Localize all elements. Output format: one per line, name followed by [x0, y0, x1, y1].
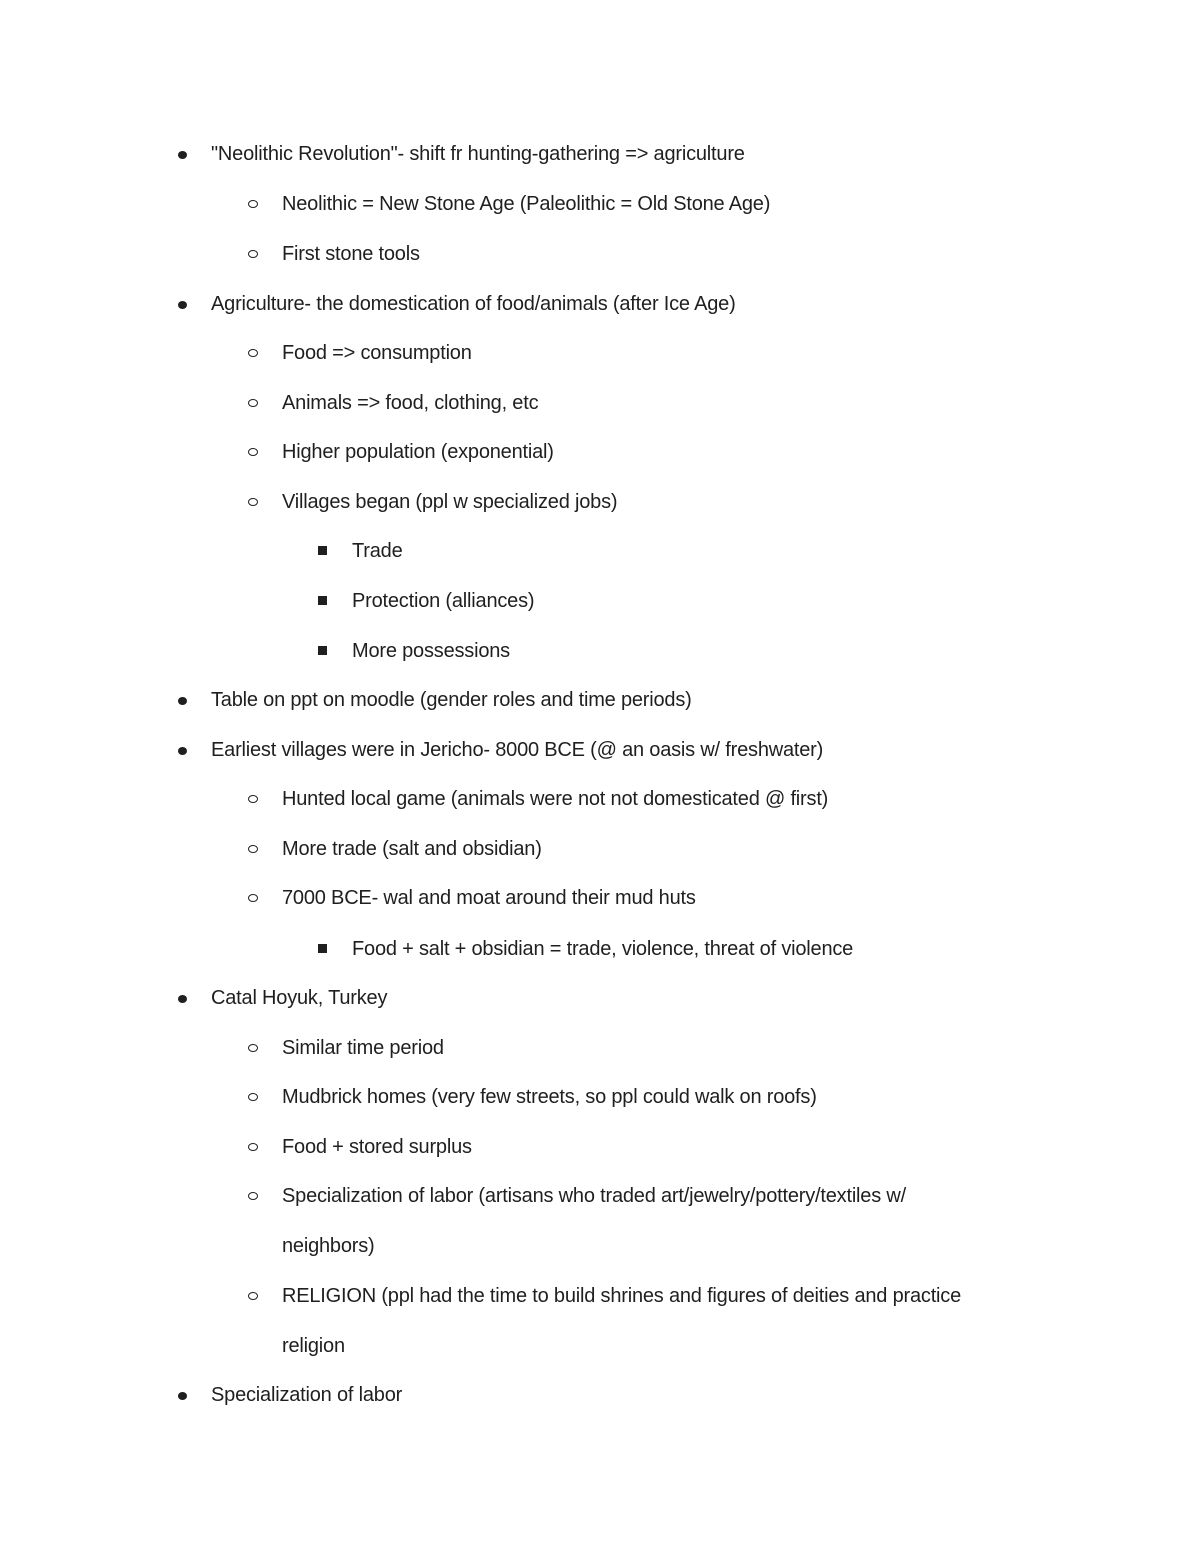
list-item-text: Food + stored surplus [282, 1136, 472, 1158]
list-item [0, 973, 1200, 1023]
list-item-text: Higher population (exponential) [282, 441, 554, 463]
hollow-circle-bullet-icon [248, 894, 258, 902]
hollow-circle-bullet-icon [248, 349, 258, 357]
list-item-continuation [0, 1321, 1200, 1371]
filled-circle-bullet-icon [178, 747, 187, 755]
list-item [0, 477, 1200, 527]
list-item [0, 1370, 1200, 1420]
list-item-text: Similar time period [282, 1037, 444, 1059]
list-item-text: Hunted local game (animals were not not domesticated @ first) [282, 788, 829, 810]
list-item-text: Agriculture- the domestication of food/animals (after Ice Age) [211, 293, 736, 315]
list-item-text: religion [282, 1335, 345, 1357]
list-item [0, 1122, 1200, 1172]
list-item-text: Trade [352, 540, 403, 562]
hollow-circle-bullet-icon [248, 498, 258, 506]
list-item-text: Table on ppt on moodle (gender roles and time periods) [211, 689, 692, 711]
list-item [0, 328, 1200, 378]
list-item [0, 576, 1200, 626]
list-item-continuation [0, 1221, 1200, 1271]
list-item [0, 229, 1200, 279]
list-item-text: neighbors) [282, 1235, 375, 1257]
list-item-text: Catal Hoyuk, Turkey [211, 987, 388, 1009]
list-item-text: Earliest villages were in Jericho- 8000 BCE (@ an oasis w/ freshwater) [211, 739, 824, 761]
list-item-text: First stone tools [282, 243, 420, 265]
filled-circle-bullet-icon [178, 1392, 187, 1400]
square-bullet-icon [318, 646, 327, 655]
list-item-text: Mudbrick homes (very few streets, so ppl could walk on roofs) [282, 1086, 817, 1108]
hollow-circle-bullet-icon [248, 795, 258, 803]
list-item [0, 179, 1200, 229]
filled-circle-bullet-icon [178, 301, 187, 309]
list-item [0, 873, 1200, 923]
list-item-text: Specialization of labor (artisans who traded art/jewelry/pottery/textiles w/ [282, 1185, 906, 1207]
hollow-circle-bullet-icon [248, 200, 258, 208]
list-item-text: "Neolithic Revolution"- shift fr hunting-gathering => agriculture [211, 143, 745, 165]
hollow-circle-bullet-icon [248, 845, 258, 853]
hollow-circle-bullet-icon [248, 1093, 258, 1101]
hollow-circle-bullet-icon [248, 1192, 258, 1200]
square-bullet-icon [318, 596, 327, 605]
list-item [0, 725, 1200, 775]
list-item-text: Food => consumption [282, 342, 472, 364]
hollow-circle-bullet-icon [248, 399, 258, 407]
hollow-circle-bullet-icon [248, 1044, 258, 1052]
hollow-circle-bullet-icon [248, 250, 258, 258]
list-item-text: Specialization of labor [211, 1384, 403, 1406]
list-item [0, 1023, 1200, 1073]
list-item-text: More possessions [352, 640, 510, 662]
list-item [0, 1072, 1200, 1122]
list-item-text: Protection (alliances) [352, 590, 535, 612]
list-item [0, 1171, 1200, 1221]
list-item [0, 378, 1200, 428]
square-bullet-icon [318, 944, 327, 953]
list-item-text: RELIGION (ppl had the time to build shrines and figures of deities and practice [282, 1285, 962, 1307]
list-item [0, 675, 1200, 725]
list-item [0, 129, 1200, 179]
filled-circle-bullet-icon [178, 995, 187, 1003]
list-item [0, 279, 1200, 329]
list-item-text: Food + salt + obsidian = trade, violence, threat of violence [352, 938, 854, 960]
list-item [0, 774, 1200, 824]
list-item [0, 526, 1200, 576]
list-item [0, 924, 1200, 974]
list-item [0, 626, 1200, 676]
list-item-text: Animals => food, clothing, etc [282, 392, 539, 414]
list-item-text: Neolithic = New Stone Age (Paleolithic = Old Stone Age) [282, 193, 771, 215]
hollow-circle-bullet-icon [248, 1292, 258, 1300]
hollow-circle-bullet-icon [248, 448, 258, 456]
list-item-text: Villages began (ppl w specialized jobs) [282, 491, 618, 513]
filled-circle-bullet-icon [178, 697, 187, 705]
filled-circle-bullet-icon [178, 151, 187, 159]
list-item-text: More trade (salt and obsidian) [282, 838, 542, 860]
list-item [0, 427, 1200, 477]
list-item-text: 7000 BCE- wal and moat around their mud huts [282, 887, 696, 909]
list-item [0, 824, 1200, 874]
list-item [0, 1271, 1200, 1321]
hollow-circle-bullet-icon [248, 1143, 258, 1151]
square-bullet-icon [318, 546, 327, 555]
